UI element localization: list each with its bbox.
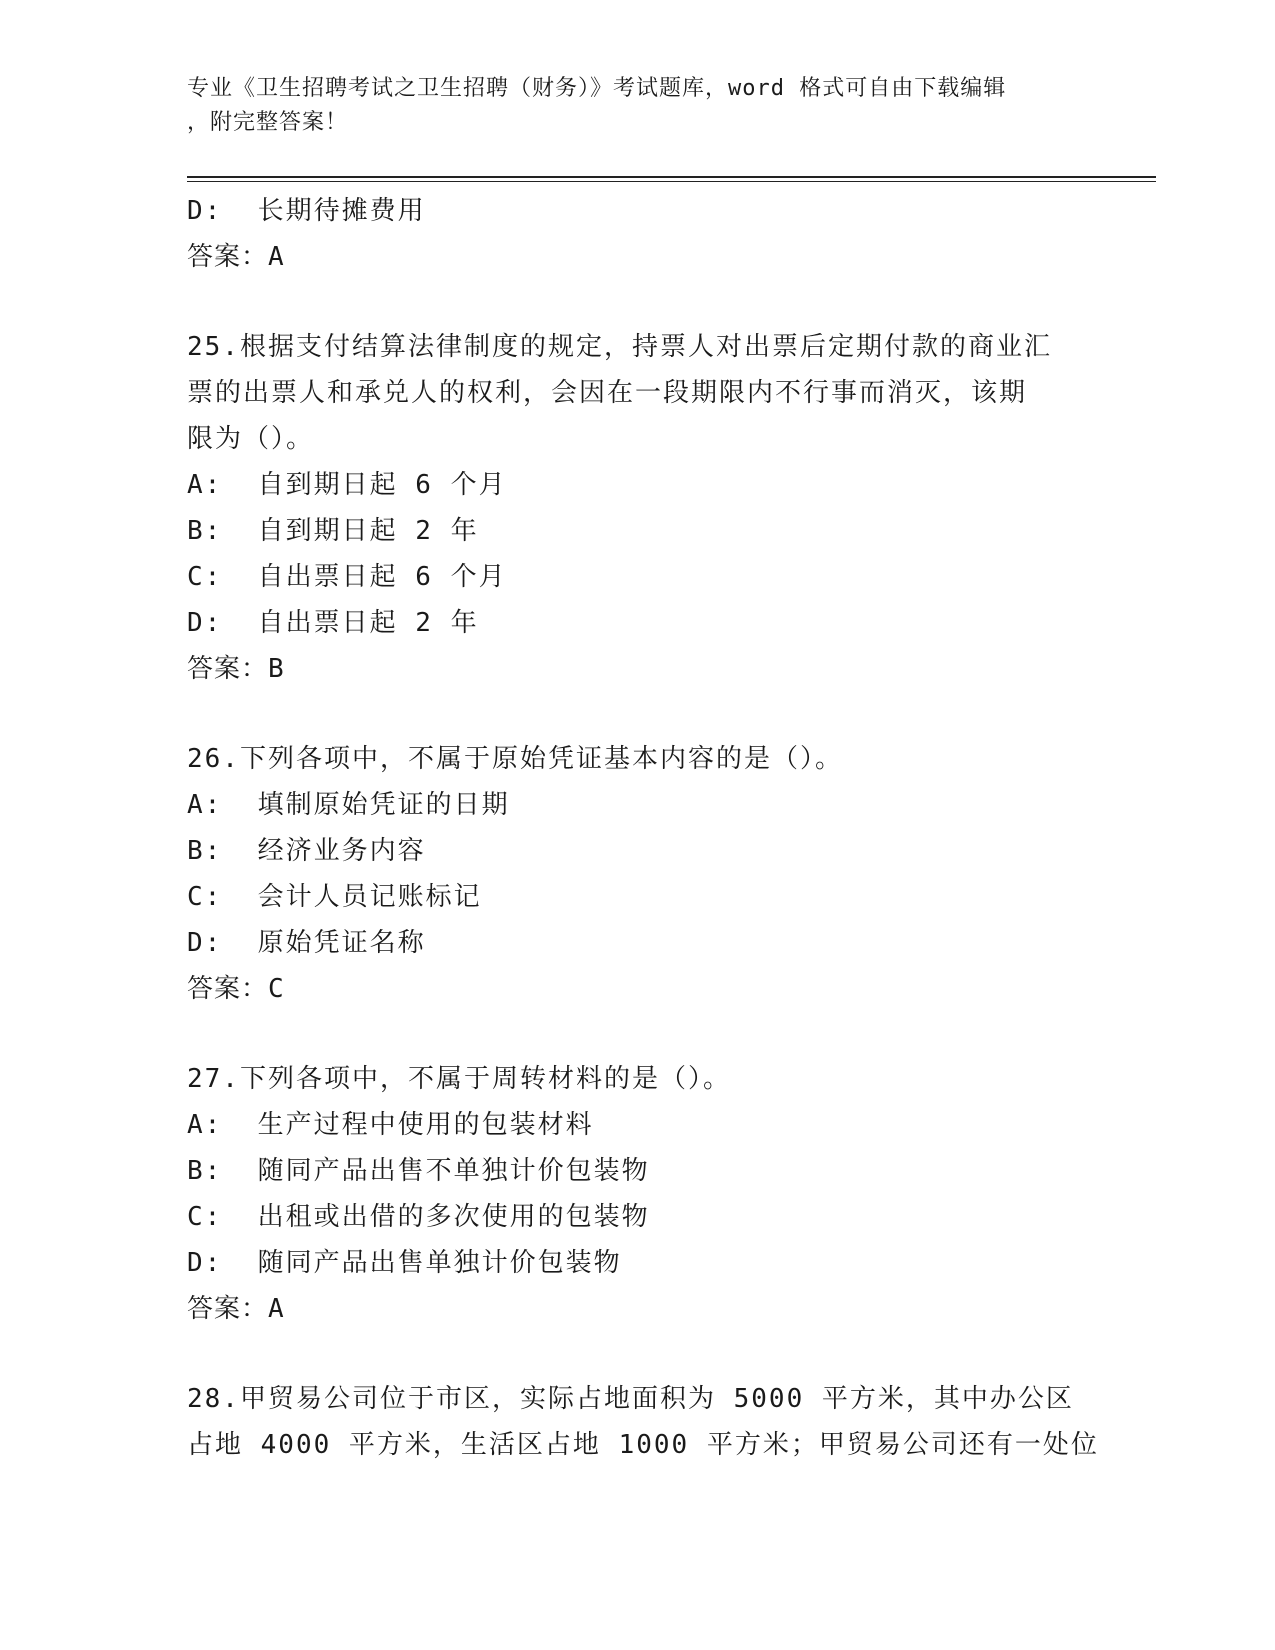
option-a: A: 自到期日起 6 个月 — [187, 470, 507, 500]
option-d: D: 原始凭证名称 — [187, 928, 426, 958]
option-a: A: 填制原始凭证的日期 — [187, 790, 510, 820]
question-stem-line: 占地 4000 平方米，生活区占地 1000 平方米；甲贸易公司还有一处位 — [187, 1430, 1099, 1460]
option-b: B: 经济业务内容 — [187, 836, 426, 866]
question-list — [187, 188, 1099, 1468]
option-a: A: 生产过程中使用的包装材料 — [187, 1110, 594, 1140]
header-divider-thick — [187, 176, 1156, 178]
answer-line: 答案：B — [187, 654, 285, 684]
question-stem-line: 限为（）。 — [187, 424, 315, 454]
question-27 — [187, 1056, 1087, 1332]
question-26 — [187, 736, 1087, 1012]
option-d: D: 随同产品出售单独计价包装物 — [187, 1248, 622, 1278]
question-25 — [187, 324, 1087, 692]
spacer — [187, 1332, 1087, 1376]
spacer — [187, 1012, 1087, 1056]
header-divider-thin — [187, 181, 1156, 182]
question-stem-line: 27.下列各项中，不属于周转材料的是（）。 — [187, 1064, 731, 1094]
option-b: B: 自到期日起 2 年 — [187, 516, 479, 546]
question-stem-line: 25.根据支付结算法律制度的规定，持票人对出票后定期付款的商业汇 — [187, 332, 1052, 362]
header-line-2: ，附完整答案！ — [187, 110, 349, 135]
option-b: B: 随同产品出售不单独计价包装物 — [187, 1156, 650, 1186]
answer-line: 答案：A — [187, 1294, 285, 1324]
question-stem-line: 票的出票人和承兑人的权利，会因在一段期限内不行事而消灭，该期 — [187, 378, 1028, 408]
question-stem-line: 26.下列各项中，不属于原始凭证基本内容的是（）。 — [187, 744, 843, 774]
option-d: D: 长期待摊费用 — [187, 196, 426, 226]
spacer — [187, 692, 1087, 736]
option-c: C: 自出票日起 6 个月 — [187, 562, 507, 592]
answer-line: 答案：A — [187, 242, 285, 272]
option-d: D: 自出票日起 2 年 — [187, 608, 479, 638]
option-c: C: 出租或出借的多次使用的包装物 — [187, 1202, 650, 1232]
question-24-tail — [187, 188, 1087, 280]
option-c: C: 会计人员记账标记 — [187, 882, 482, 912]
page-header — [187, 72, 1067, 140]
question-stem-line: 28.甲贸易公司位于市区，实际占地面积为 5000 平方米，其中办公区 — [187, 1384, 1074, 1414]
answer-line: 答案：C — [187, 974, 285, 1004]
spacer — [187, 280, 1087, 324]
question-28 — [187, 1376, 1099, 1468]
header-line-1: 专业《卫生招聘考试之卫生招聘（财务）》考试题库，word 格式可自由下载编辑 — [187, 76, 1007, 101]
